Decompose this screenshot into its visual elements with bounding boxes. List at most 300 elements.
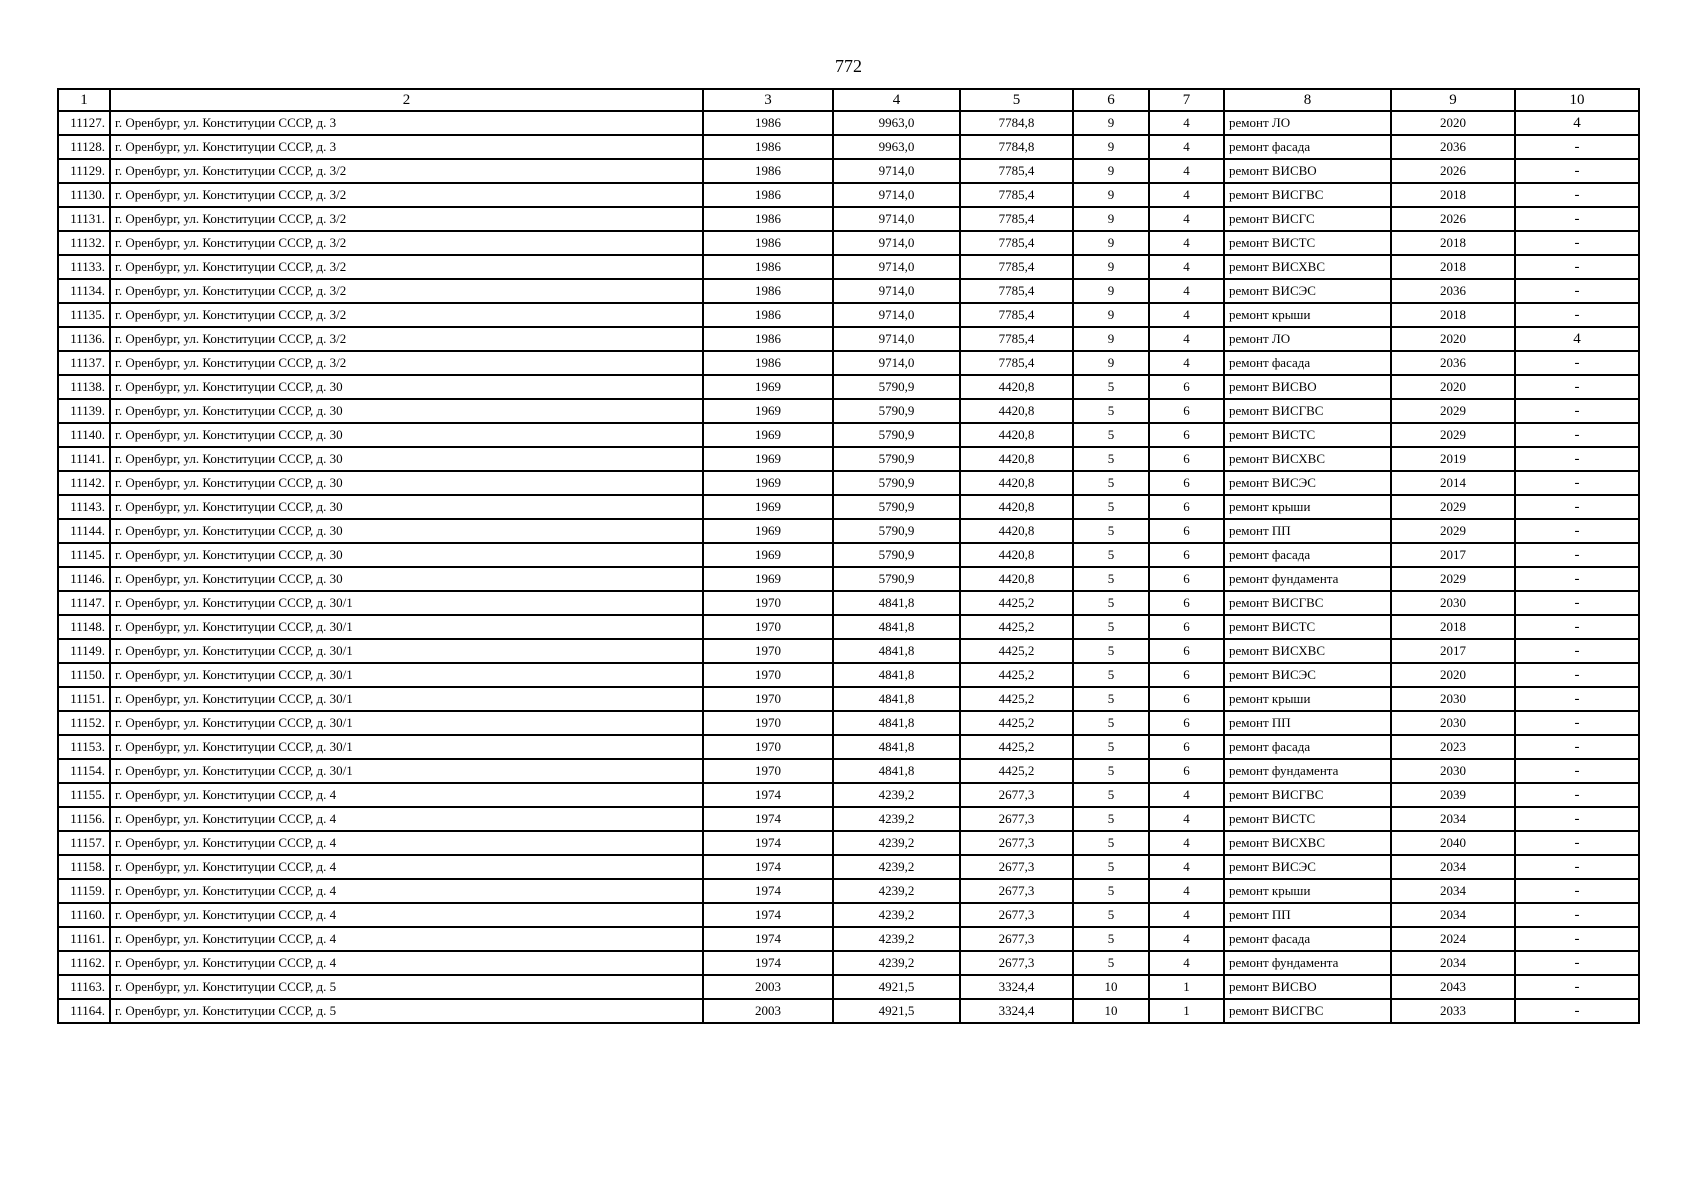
floors-cell: 5 xyxy=(1073,663,1149,687)
column-header: 2 xyxy=(110,89,703,111)
total-area-cell: 4239,2 xyxy=(833,879,960,903)
year-cell: 1974 xyxy=(703,831,833,855)
col-10-cell: 4 xyxy=(1515,327,1639,351)
year-cell: 1969 xyxy=(703,375,833,399)
col-10-cell: - xyxy=(1515,807,1639,831)
col-10-cell: - xyxy=(1515,951,1639,975)
year-cell: 1986 xyxy=(703,327,833,351)
col-7-cell: 6 xyxy=(1149,759,1224,783)
work-type-cell: ремонт ВИСГС xyxy=(1224,207,1391,231)
row-number-cell: 11149. xyxy=(58,639,110,663)
col-7-cell: 6 xyxy=(1149,711,1224,735)
planned-year-cell: 2036 xyxy=(1391,351,1515,375)
col-7-cell: 4 xyxy=(1149,207,1224,231)
planned-year-cell: 2036 xyxy=(1391,279,1515,303)
living-area-cell: 4420,8 xyxy=(960,567,1073,591)
floors-cell: 9 xyxy=(1073,183,1149,207)
living-area-cell: 2677,3 xyxy=(960,927,1073,951)
work-type-cell: ремонт ВИСВО xyxy=(1224,159,1391,183)
work-type-cell: ремонт ВИСХВС xyxy=(1224,639,1391,663)
floors-cell: 5 xyxy=(1073,711,1149,735)
work-type-cell: ремонт фундамента xyxy=(1224,951,1391,975)
floors-cell: 5 xyxy=(1073,903,1149,927)
table-body xyxy=(58,111,1639,1023)
planned-year-cell: 2018 xyxy=(1391,183,1515,207)
table-row xyxy=(58,927,1639,951)
total-area-cell: 5790,9 xyxy=(833,567,960,591)
living-area-cell: 7785,4 xyxy=(960,255,1073,279)
living-area-cell: 4425,2 xyxy=(960,711,1073,735)
address-cell: г. Оренбург, ул. Конституции СССР, д. 3/2 xyxy=(110,303,703,327)
year-cell: 1970 xyxy=(703,639,833,663)
address-cell: г. Оренбург, ул. Конституции СССР, д. 4 xyxy=(110,807,703,831)
col-10-cell: - xyxy=(1515,375,1639,399)
col-7-cell: 4 xyxy=(1149,855,1224,879)
row-number-cell: 11156. xyxy=(58,807,110,831)
table-row xyxy=(58,207,1639,231)
work-type-cell: ремонт ВИСГВС xyxy=(1224,999,1391,1023)
col-7-cell: 4 xyxy=(1149,303,1224,327)
col-7-cell: 4 xyxy=(1149,783,1224,807)
address-cell: г. Оренбург, ул. Конституции СССР, д. 3/2 xyxy=(110,255,703,279)
address-cell: г. Оренбург, ул. Конституции СССР, д. 3/2 xyxy=(110,207,703,231)
col-10-cell: - xyxy=(1515,399,1639,423)
floors-cell: 5 xyxy=(1073,495,1149,519)
row-number-cell: 11135. xyxy=(58,303,110,327)
address-cell: г. Оренбург, ул. Конституции СССР, д. 3 xyxy=(110,135,703,159)
planned-year-cell: 2043 xyxy=(1391,975,1515,999)
table-row xyxy=(58,759,1639,783)
total-area-cell: 5790,9 xyxy=(833,543,960,567)
total-area-cell: 4239,2 xyxy=(833,831,960,855)
work-type-cell: ремонт ВИСТС xyxy=(1224,615,1391,639)
planned-year-cell: 2014 xyxy=(1391,471,1515,495)
year-cell: 1986 xyxy=(703,303,833,327)
row-number-cell: 11137. xyxy=(58,351,110,375)
work-type-cell: ремонт ВИСХВС xyxy=(1224,447,1391,471)
col-10-cell: - xyxy=(1515,159,1639,183)
floors-cell: 10 xyxy=(1073,975,1149,999)
floors-cell: 9 xyxy=(1073,279,1149,303)
work-type-cell: ремонт ВИСГВС xyxy=(1224,183,1391,207)
total-area-cell: 4239,2 xyxy=(833,927,960,951)
floors-cell: 5 xyxy=(1073,855,1149,879)
work-type-cell: ремонт крыши xyxy=(1224,687,1391,711)
col-10-cell: - xyxy=(1515,903,1639,927)
row-number-cell: 11162. xyxy=(58,951,110,975)
work-type-cell: ремонт ПП xyxy=(1224,519,1391,543)
year-cell: 2003 xyxy=(703,999,833,1023)
work-type-cell: ремонт ВИСТС xyxy=(1224,231,1391,255)
planned-year-cell: 2034 xyxy=(1391,855,1515,879)
total-area-cell: 9714,0 xyxy=(833,351,960,375)
col-10-cell: - xyxy=(1515,303,1639,327)
row-number-cell: 11151. xyxy=(58,687,110,711)
living-area-cell: 7785,4 xyxy=(960,303,1073,327)
col-10-cell: - xyxy=(1515,183,1639,207)
living-area-cell: 4425,2 xyxy=(960,735,1073,759)
total-area-cell: 9714,0 xyxy=(833,303,960,327)
living-area-cell: 2677,3 xyxy=(960,831,1073,855)
address-cell: г. Оренбург, ул. Конституции СССР, д. 30 xyxy=(110,375,703,399)
work-type-cell: ремонт фасада xyxy=(1224,135,1391,159)
repair-schedule-table xyxy=(57,88,1640,1024)
column-header: 9 xyxy=(1391,89,1515,111)
col-7-cell: 6 xyxy=(1149,735,1224,759)
col-10-cell: - xyxy=(1515,735,1639,759)
col-10-cell: - xyxy=(1515,639,1639,663)
address-cell: г. Оренбург, ул. Конституции СССР, д. 30/1 xyxy=(110,735,703,759)
table-row xyxy=(58,783,1639,807)
floors-cell: 5 xyxy=(1073,567,1149,591)
planned-year-cell: 2029 xyxy=(1391,495,1515,519)
address-cell: г. Оренбург, ул. Конституции СССР, д. 30/1 xyxy=(110,663,703,687)
floors-cell: 5 xyxy=(1073,951,1149,975)
address-cell: г. Оренбург, ул. Конституции СССР, д. 3/2 xyxy=(110,183,703,207)
col-7-cell: 4 xyxy=(1149,279,1224,303)
col-10-cell: - xyxy=(1515,519,1639,543)
floors-cell: 5 xyxy=(1073,375,1149,399)
col-7-cell: 1 xyxy=(1149,975,1224,999)
total-area-cell: 4841,8 xyxy=(833,735,960,759)
living-area-cell: 4425,2 xyxy=(960,615,1073,639)
address-cell: г. Оренбург, ул. Конституции СССР, д. 30 xyxy=(110,567,703,591)
living-area-cell: 7785,4 xyxy=(960,231,1073,255)
planned-year-cell: 2033 xyxy=(1391,999,1515,1023)
year-cell: 1974 xyxy=(703,807,833,831)
year-cell: 1974 xyxy=(703,879,833,903)
planned-year-cell: 2034 xyxy=(1391,807,1515,831)
total-area-cell: 5790,9 xyxy=(833,399,960,423)
table-row xyxy=(58,543,1639,567)
col-10-cell: - xyxy=(1515,423,1639,447)
floors-cell: 10 xyxy=(1073,999,1149,1023)
floors-cell: 5 xyxy=(1073,447,1149,471)
col-7-cell: 4 xyxy=(1149,111,1224,135)
year-cell: 1969 xyxy=(703,399,833,423)
year-cell: 1970 xyxy=(703,687,833,711)
planned-year-cell: 2040 xyxy=(1391,831,1515,855)
work-type-cell: ремонт ВИСЭС xyxy=(1224,279,1391,303)
row-number-cell: 11141. xyxy=(58,447,110,471)
total-area-cell: 4921,5 xyxy=(833,999,960,1023)
year-cell: 1974 xyxy=(703,855,833,879)
living-area-cell: 4420,8 xyxy=(960,375,1073,399)
planned-year-cell: 2017 xyxy=(1391,543,1515,567)
table-row xyxy=(58,495,1639,519)
table-row xyxy=(58,663,1639,687)
work-type-cell: ремонт ВИСГВС xyxy=(1224,783,1391,807)
col-10-cell: - xyxy=(1515,975,1639,999)
col-7-cell: 4 xyxy=(1149,903,1224,927)
total-area-cell: 5790,9 xyxy=(833,375,960,399)
row-number-cell: 11138. xyxy=(58,375,110,399)
address-cell: г. Оренбург, ул. Конституции СССР, д. 4 xyxy=(110,903,703,927)
table-row xyxy=(58,567,1639,591)
col-10-cell: - xyxy=(1515,351,1639,375)
living-area-cell: 3324,4 xyxy=(960,975,1073,999)
col-10-cell: - xyxy=(1515,687,1639,711)
living-area-cell: 4420,8 xyxy=(960,543,1073,567)
table-row xyxy=(58,807,1639,831)
year-cell: 1986 xyxy=(703,255,833,279)
floors-cell: 5 xyxy=(1073,543,1149,567)
year-cell: 1969 xyxy=(703,543,833,567)
floors-cell: 5 xyxy=(1073,831,1149,855)
floors-cell: 5 xyxy=(1073,759,1149,783)
total-area-cell: 4239,2 xyxy=(833,855,960,879)
work-type-cell: ремонт фасада xyxy=(1224,927,1391,951)
floors-cell: 9 xyxy=(1073,255,1149,279)
col-7-cell: 6 xyxy=(1149,687,1224,711)
planned-year-cell: 2020 xyxy=(1391,375,1515,399)
column-header: 5 xyxy=(960,89,1073,111)
planned-year-cell: 2029 xyxy=(1391,519,1515,543)
floors-cell: 5 xyxy=(1073,927,1149,951)
total-area-cell: 4239,2 xyxy=(833,903,960,927)
col-10-cell: - xyxy=(1515,879,1639,903)
year-cell: 1970 xyxy=(703,735,833,759)
total-area-cell: 4841,8 xyxy=(833,639,960,663)
col-10-cell: - xyxy=(1515,927,1639,951)
floors-cell: 9 xyxy=(1073,327,1149,351)
floors-cell: 9 xyxy=(1073,231,1149,255)
address-cell: г. Оренбург, ул. Конституции СССР, д. 30 xyxy=(110,471,703,495)
row-number-cell: 11128. xyxy=(58,135,110,159)
row-number-cell: 11163. xyxy=(58,975,110,999)
year-cell: 1986 xyxy=(703,279,833,303)
living-area-cell: 4425,2 xyxy=(960,591,1073,615)
address-cell: г. Оренбург, ул. Конституции СССР, д. 30/1 xyxy=(110,639,703,663)
column-header: 1 xyxy=(58,89,110,111)
total-area-cell: 9714,0 xyxy=(833,183,960,207)
planned-year-cell: 2026 xyxy=(1391,207,1515,231)
planned-year-cell: 2024 xyxy=(1391,927,1515,951)
row-number-cell: 11164. xyxy=(58,999,110,1023)
work-type-cell: ремонт ПП xyxy=(1224,903,1391,927)
row-number-cell: 11150. xyxy=(58,663,110,687)
planned-year-cell: 2039 xyxy=(1391,783,1515,807)
col-7-cell: 1 xyxy=(1149,999,1224,1023)
living-area-cell: 4420,8 xyxy=(960,399,1073,423)
living-area-cell: 4420,8 xyxy=(960,519,1073,543)
total-area-cell: 4841,8 xyxy=(833,615,960,639)
column-header: 3 xyxy=(703,89,833,111)
living-area-cell: 4420,8 xyxy=(960,495,1073,519)
living-area-cell: 4425,2 xyxy=(960,663,1073,687)
planned-year-cell: 2018 xyxy=(1391,231,1515,255)
col-7-cell: 6 xyxy=(1149,591,1224,615)
total-area-cell: 9714,0 xyxy=(833,159,960,183)
col-7-cell: 6 xyxy=(1149,663,1224,687)
address-cell: г. Оренбург, ул. Конституции СССР, д. 3/2 xyxy=(110,327,703,351)
total-area-cell: 4841,8 xyxy=(833,759,960,783)
address-cell: г. Оренбург, ул. Конституции СССР, д. 30 xyxy=(110,423,703,447)
floors-cell: 9 xyxy=(1073,135,1149,159)
planned-year-cell: 2023 xyxy=(1391,735,1515,759)
year-cell: 1974 xyxy=(703,903,833,927)
col-10-cell: - xyxy=(1515,615,1639,639)
total-area-cell: 9714,0 xyxy=(833,327,960,351)
living-area-cell: 4425,2 xyxy=(960,639,1073,663)
col-7-cell: 4 xyxy=(1149,231,1224,255)
planned-year-cell: 2030 xyxy=(1391,711,1515,735)
floors-cell: 5 xyxy=(1073,399,1149,423)
living-area-cell: 4420,8 xyxy=(960,423,1073,447)
planned-year-cell: 2030 xyxy=(1391,591,1515,615)
work-type-cell: ремонт ПП xyxy=(1224,711,1391,735)
address-cell: г. Оренбург, ул. Конституции СССР, д. 30 xyxy=(110,495,703,519)
row-number-cell: 11148. xyxy=(58,615,110,639)
address-cell: г. Оренбург, ул. Конституции СССР, д. 3/2 xyxy=(110,231,703,255)
year-cell: 1969 xyxy=(703,447,833,471)
col-7-cell: 6 xyxy=(1149,519,1224,543)
table-row xyxy=(58,183,1639,207)
col-10-cell: - xyxy=(1515,447,1639,471)
living-area-cell: 4425,2 xyxy=(960,759,1073,783)
row-number-cell: 11133. xyxy=(58,255,110,279)
address-cell: г. Оренбург, ул. Конституции СССР, д. 4 xyxy=(110,783,703,807)
col-10-cell: - xyxy=(1515,591,1639,615)
col-7-cell: 4 xyxy=(1149,159,1224,183)
row-number-cell: 11152. xyxy=(58,711,110,735)
floors-cell: 5 xyxy=(1073,879,1149,903)
work-type-cell: ремонт ЛО xyxy=(1224,327,1391,351)
row-number-cell: 11147. xyxy=(58,591,110,615)
work-type-cell: ремонт ВИСВО xyxy=(1224,375,1391,399)
total-area-cell: 9963,0 xyxy=(833,111,960,135)
table-row xyxy=(58,687,1639,711)
address-cell: г. Оренбург, ул. Конституции СССР, д. 3/2 xyxy=(110,351,703,375)
planned-year-cell: 2020 xyxy=(1391,327,1515,351)
col-7-cell: 4 xyxy=(1149,183,1224,207)
year-cell: 1969 xyxy=(703,495,833,519)
col-7-cell: 4 xyxy=(1149,351,1224,375)
address-cell: г. Оренбург, ул. Конституции СССР, д. 4 xyxy=(110,831,703,855)
year-cell: 1974 xyxy=(703,927,833,951)
row-number-cell: 11136. xyxy=(58,327,110,351)
col-10-cell: - xyxy=(1515,135,1639,159)
year-cell: 1986 xyxy=(703,207,833,231)
col-7-cell: 4 xyxy=(1149,927,1224,951)
work-type-cell: ремонт ВИСХВС xyxy=(1224,255,1391,279)
address-cell: г. Оренбург, ул. Конституции СССР, д. 30 xyxy=(110,519,703,543)
table-row xyxy=(58,327,1639,351)
address-cell: г. Оренбург, ул. Конституции СССР, д. 5 xyxy=(110,975,703,999)
table-row xyxy=(58,903,1639,927)
work-type-cell: ремонт ВИСЭС xyxy=(1224,663,1391,687)
planned-year-cell: 2026 xyxy=(1391,159,1515,183)
work-type-cell: ремонт ВИСЭС xyxy=(1224,471,1391,495)
col-7-cell: 6 xyxy=(1149,495,1224,519)
planned-year-cell: 2034 xyxy=(1391,879,1515,903)
floors-cell: 9 xyxy=(1073,303,1149,327)
col-7-cell: 4 xyxy=(1149,135,1224,159)
total-area-cell: 9714,0 xyxy=(833,207,960,231)
living-area-cell: 2677,3 xyxy=(960,903,1073,927)
planned-year-cell: 2020 xyxy=(1391,111,1515,135)
col-7-cell: 4 xyxy=(1149,807,1224,831)
col-7-cell: 6 xyxy=(1149,543,1224,567)
floors-cell: 5 xyxy=(1073,807,1149,831)
floors-cell: 5 xyxy=(1073,471,1149,495)
address-cell: г. Оренбург, ул. Конституции СССР, д. 3 xyxy=(110,111,703,135)
row-number-cell: 11161. xyxy=(58,927,110,951)
table-row xyxy=(58,447,1639,471)
col-7-cell: 6 xyxy=(1149,375,1224,399)
row-number-cell: 11153. xyxy=(58,735,110,759)
planned-year-cell: 2018 xyxy=(1391,615,1515,639)
column-header: 6 xyxy=(1073,89,1149,111)
row-number-cell: 11154. xyxy=(58,759,110,783)
total-area-cell: 4921,5 xyxy=(833,975,960,999)
living-area-cell: 7784,8 xyxy=(960,135,1073,159)
col-7-cell: 4 xyxy=(1149,831,1224,855)
work-type-cell: ремонт ВИСТС xyxy=(1224,807,1391,831)
planned-year-cell: 2017 xyxy=(1391,639,1515,663)
address-cell: г. Оренбург, ул. Конституции СССР, д. 30 xyxy=(110,447,703,471)
living-area-cell: 2677,3 xyxy=(960,783,1073,807)
row-number-cell: 11146. xyxy=(58,567,110,591)
year-cell: 1970 xyxy=(703,615,833,639)
total-area-cell: 4841,8 xyxy=(833,687,960,711)
planned-year-cell: 2029 xyxy=(1391,399,1515,423)
year-cell: 1969 xyxy=(703,423,833,447)
page-number: 772 xyxy=(835,56,862,76)
total-area-cell: 5790,9 xyxy=(833,447,960,471)
work-type-cell: ремонт крыши xyxy=(1224,495,1391,519)
living-area-cell: 7785,4 xyxy=(960,183,1073,207)
planned-year-cell: 2019 xyxy=(1391,447,1515,471)
total-area-cell: 5790,9 xyxy=(833,519,960,543)
table-row xyxy=(58,999,1639,1023)
total-area-cell: 4841,8 xyxy=(833,711,960,735)
planned-year-cell: 2036 xyxy=(1391,135,1515,159)
col-7-cell: 4 xyxy=(1149,879,1224,903)
col-10-cell: - xyxy=(1515,231,1639,255)
col-7-cell: 6 xyxy=(1149,399,1224,423)
col-7-cell: 4 xyxy=(1149,327,1224,351)
floors-cell: 5 xyxy=(1073,639,1149,663)
table-row xyxy=(58,471,1639,495)
living-area-cell: 7785,4 xyxy=(960,351,1073,375)
row-number-cell: 11160. xyxy=(58,903,110,927)
year-cell: 1970 xyxy=(703,591,833,615)
table-row xyxy=(58,303,1639,327)
col-7-cell: 6 xyxy=(1149,639,1224,663)
floors-cell: 9 xyxy=(1073,159,1149,183)
year-cell: 2003 xyxy=(703,975,833,999)
table-row xyxy=(58,231,1639,255)
table-row xyxy=(58,375,1639,399)
address-cell: г. Оренбург, ул. Конституции СССР, д. 30/1 xyxy=(110,711,703,735)
col-7-cell: 4 xyxy=(1149,255,1224,279)
year-cell: 1986 xyxy=(703,135,833,159)
floors-cell: 5 xyxy=(1073,783,1149,807)
row-number-cell: 11144. xyxy=(58,519,110,543)
address-cell: г. Оренбург, ул. Конституции СССР, д. 30 xyxy=(110,543,703,567)
planned-year-cell: 2034 xyxy=(1391,951,1515,975)
row-number-cell: 11134. xyxy=(58,279,110,303)
address-cell: г. Оренбург, ул. Конституции СССР, д. 3/2 xyxy=(110,159,703,183)
col-7-cell: 6 xyxy=(1149,567,1224,591)
work-type-cell: ремонт ЛО xyxy=(1224,111,1391,135)
planned-year-cell: 2030 xyxy=(1391,687,1515,711)
living-area-cell: 2677,3 xyxy=(960,879,1073,903)
table-row xyxy=(58,111,1639,135)
table-row xyxy=(58,855,1639,879)
living-area-cell: 4425,2 xyxy=(960,687,1073,711)
